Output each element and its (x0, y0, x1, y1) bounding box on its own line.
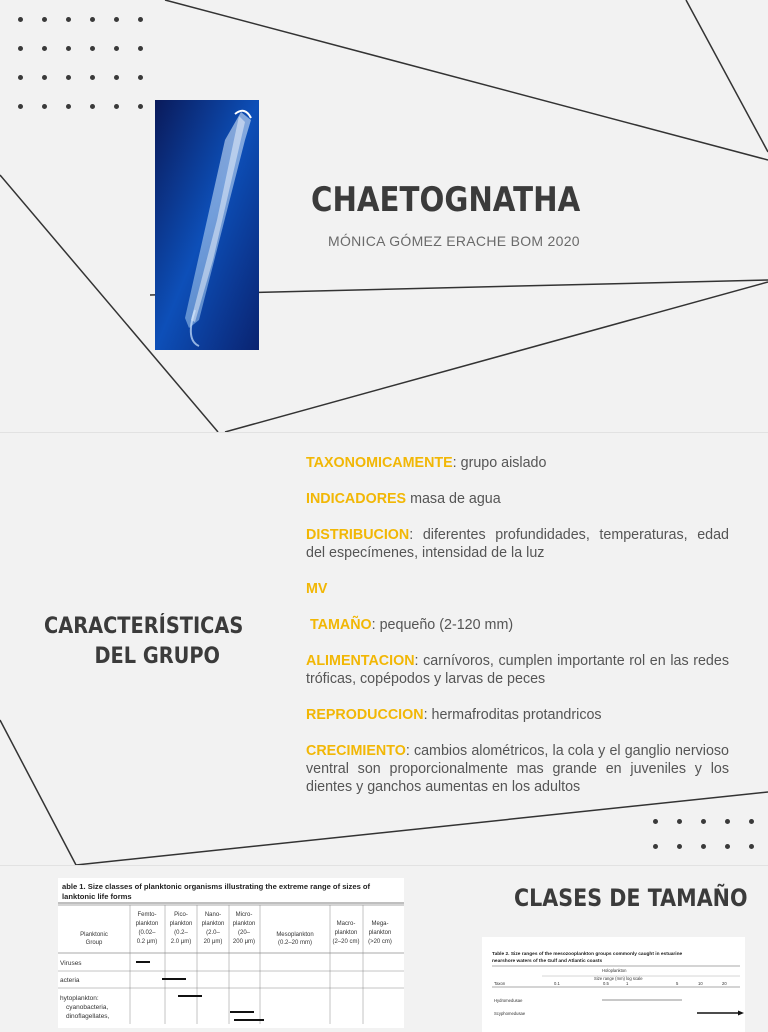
page-title: CHAETOGNATHA (311, 180, 581, 220)
table-row: Hydromedusae (494, 998, 523, 1003)
column-header: (0.2–20 mm) (277, 940, 313, 946)
tick-label: 0.1 (554, 981, 560, 986)
tick-label: 0.5 (603, 981, 609, 986)
column-header: 200 μm) (232, 939, 256, 945)
tick-label: 10 (698, 981, 703, 986)
column-header: (0.2– (174, 930, 188, 936)
column-header: (2–20 cm) (332, 939, 360, 945)
title-slide (0, 0, 768, 432)
column-header: (0.02– (138, 930, 156, 936)
list-item (306, 652, 729, 688)
column-header: Macro- (336, 921, 356, 927)
column-header: plankton (169, 921, 193, 927)
column-header: plankton (135, 921, 159, 927)
column-header: plankton (201, 921, 225, 927)
tick-label: 20 (722, 981, 727, 986)
table-caption: nearshore waters of the Gulf and Atlantic coasts (492, 959, 603, 964)
table-header: Size range (mm) log scale (594, 976, 643, 981)
dot-grid (18, 17, 162, 109)
column-header: (20– (237, 930, 251, 936)
item-label: CRECIMIENTO (306, 743, 406, 759)
table-row: cyanobacteria, (66, 1004, 109, 1011)
item-text: : hermafroditas protandricos (423, 707, 602, 723)
mesozooplankton-table-image (482, 937, 745, 1032)
tick-label: 5 (676, 981, 679, 986)
list-item (306, 742, 729, 796)
chaetognath-photo (155, 100, 259, 350)
table-row: dinoflagellates, (66, 1013, 110, 1020)
column-header: (2.0– (206, 930, 220, 936)
column-header: Planktonic (80, 932, 108, 938)
item-label: REPRODUCCION (306, 707, 424, 723)
list-item (306, 706, 729, 724)
table-caption: lanktonic life forms (62, 892, 132, 901)
column-header: 2.0 μm) (170, 939, 192, 945)
size-classes-table-image (58, 878, 404, 1028)
item-text: : cambios alométricos, la cola y el ganglio nervioso ventral son proporcionalmente mas grande en juveniles y los dientes y ganchos aumentas en los adultos (306, 743, 729, 795)
column-header: Pico- (174, 912, 188, 918)
item-label: TAMAÑO (306, 617, 372, 633)
characteristics-list (306, 454, 729, 814)
section-heading: CLASES DE TAMAÑO (514, 884, 748, 912)
table-graphic (58, 878, 404, 1024)
column-header: Mesoplankton (276, 932, 314, 938)
table-row: Viruses (60, 960, 82, 967)
column-header: Group (85, 940, 103, 946)
table-caption: Table 2. Size ranges of the mesozooplankton groups commonly caught in estuarine (492, 952, 683, 957)
table-header: Holoplankton (602, 968, 627, 973)
item-text: : grupo aislado (452, 455, 547, 471)
column-header: Micro- (235, 912, 253, 918)
item-text: : pequeño (2-120 mm) (371, 617, 514, 633)
column-header: plankton (334, 930, 358, 936)
item-text: : diferentes profundidades, temperaturas, edad del especímenes, intensidad de la luz (306, 527, 729, 561)
table-row: acteria (60, 977, 80, 984)
tick-label: 1 (626, 981, 629, 986)
table-row: Scyphomedusae (494, 1011, 526, 1016)
table-caption: able 1. Size classes of planktonic organisms illustrating the extreme range of sizes of (62, 882, 371, 891)
item-label: INDICADORES (306, 491, 407, 507)
column-header: plankton (368, 930, 392, 936)
item-label: DISTRIBUCION (306, 527, 410, 543)
section-heading (44, 612, 244, 672)
column-header: Nano- (204, 912, 222, 918)
list-item (306, 526, 729, 562)
column-header: Mega- (371, 921, 389, 927)
list-item (306, 454, 729, 472)
list-item (306, 580, 729, 598)
heading-line: DEL GRUPO (94, 644, 220, 669)
list-item (306, 490, 729, 508)
table-header: Taxon (494, 981, 506, 986)
list-item (306, 616, 729, 634)
table-row: hytoplankton: (60, 995, 99, 1002)
column-header: Femto- (137, 912, 157, 918)
item-label: TAXONOMICAMENTE (306, 455, 453, 471)
column-header: 0.2 μm) (136, 939, 158, 945)
column-header: (>20 cm) (368, 939, 392, 945)
author-subtitle: MÓNICA GÓMEZ ERACHE BOM 2020 (328, 233, 580, 249)
dot-grid (653, 819, 768, 849)
table-graphic (482, 937, 745, 1024)
column-header: plankton (232, 921, 256, 927)
column-header: 20 μm) (203, 939, 223, 945)
item-text: masa de agua (406, 491, 501, 507)
item-label: MV (306, 581, 328, 597)
heading-line: CARACTERÍSTICAS (44, 614, 244, 639)
item-label: ALIMENTACION (306, 653, 415, 669)
item-text: : carnívoros, cumplen importante rol en las redes tróficas, copépodos y larvas de peces (306, 653, 729, 687)
